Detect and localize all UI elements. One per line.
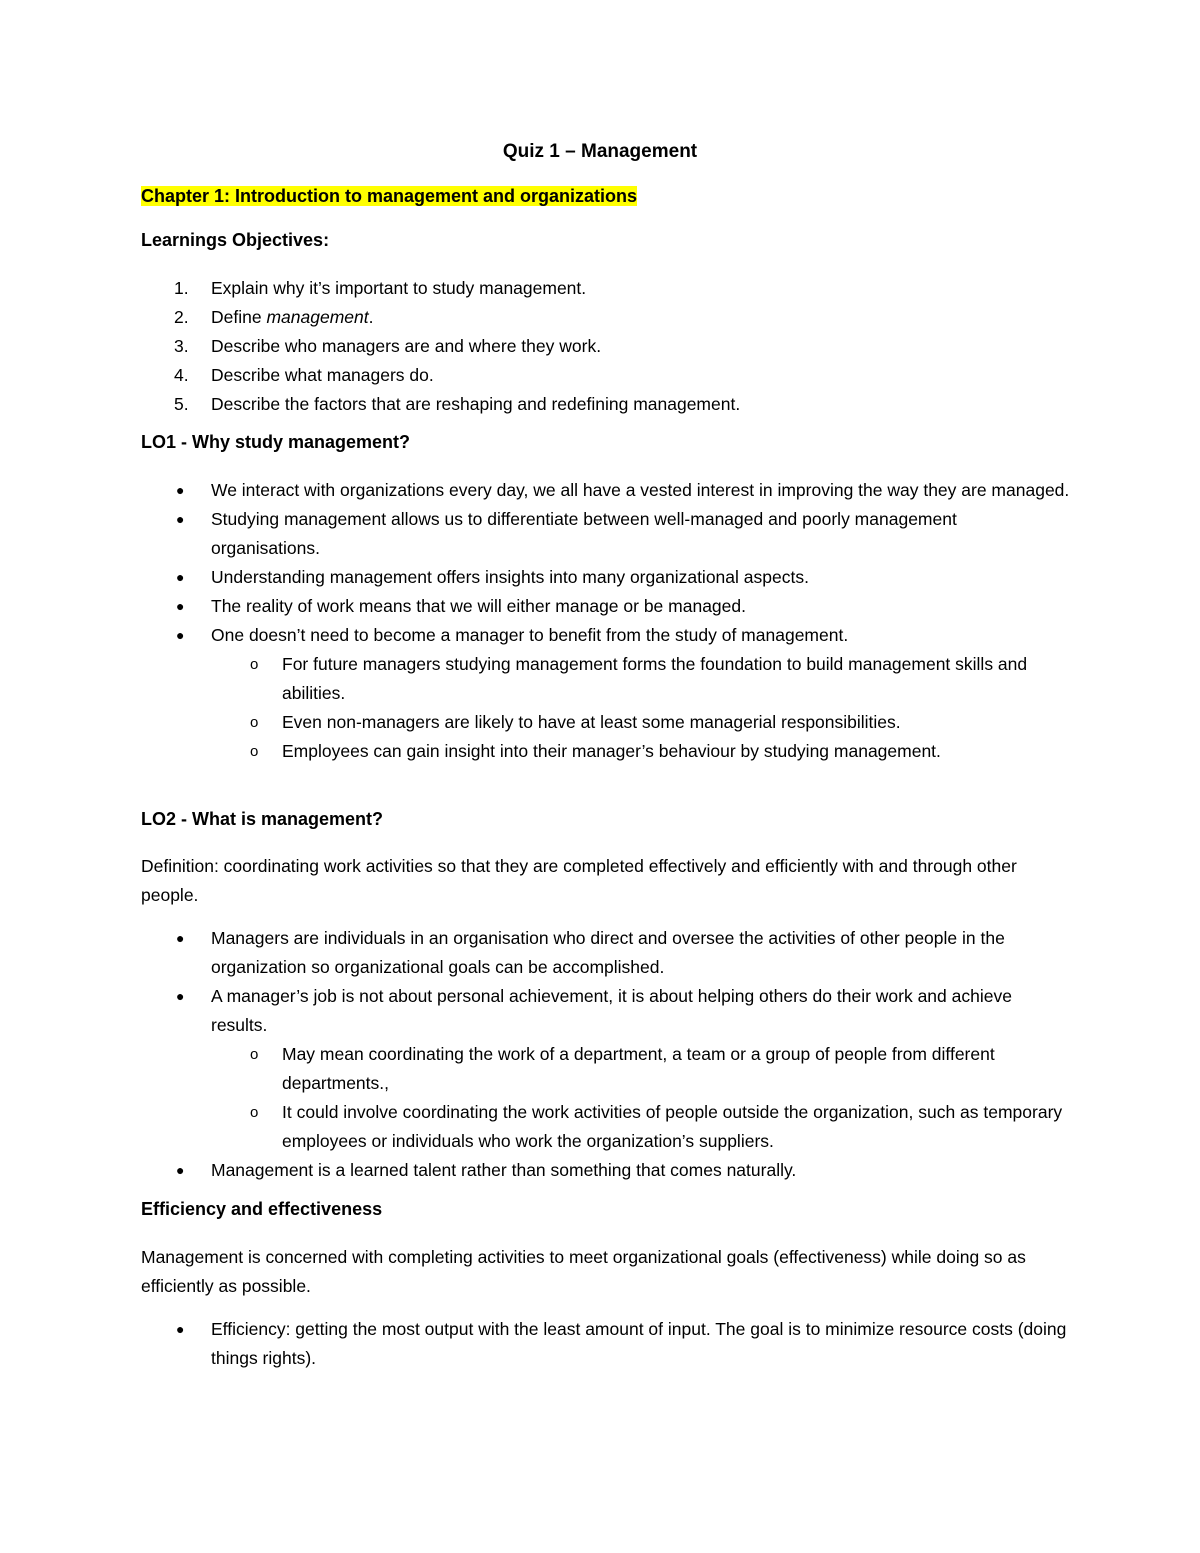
list-number: 4. — [174, 365, 189, 385]
lo2-heading: LO2 - What is management? — [141, 809, 384, 829]
list-item-text: One doesn’t need to become a manager to benefit from the study of management. — [211, 625, 849, 645]
efficiency-paragraph: Management is concerned with completing activities to meet organizational goals (effectiveness) while doing so as efficiently as possible. — [141, 1247, 1026, 1296]
bullet-icon: ● — [176, 569, 185, 585]
efficiency-heading: Efficiency and effectiveness — [141, 1199, 383, 1219]
list-item — [0, 505, 1200, 563]
list-item-text: Management is a learned talent rather than something that comes naturally. — [211, 1160, 797, 1180]
chapter-heading — [141, 186, 637, 207]
list-item-text: Employees can gain insight into their manager’s behaviour by studying management. — [282, 741, 941, 761]
bullet-icon: ● — [176, 1321, 185, 1337]
lo1-heading: LO1 - Why study management? — [141, 432, 411, 452]
bullet-icon: ● — [176, 598, 185, 614]
lo2-definition: Definition: coordinating work activities so that they are completed effectively and efficiently with and through other people. — [141, 856, 1017, 905]
list-item — [0, 592, 1200, 621]
emphasis-text: management — [266, 307, 369, 327]
list-item-text: Efficiency: getting the most output with the least amount of input. The goal is to minimize resource costs (doing things rights). — [211, 1319, 1067, 1368]
list-item — [0, 274, 1200, 303]
list-item — [0, 303, 1200, 332]
list-item — [0, 982, 1200, 1040]
list-item-text: Managers are individuals in an organisation who direct and oversee the activities of other people in the organization so organizational goals can be accomplished. — [211, 928, 1005, 977]
objectives-heading: Learnings Objectives: — [141, 230, 330, 250]
list-item-text: It could involve coordinating the work activities of people outside the organization, such as temporary employees or individuals who work the organization’s suppliers. — [282, 1102, 1063, 1151]
list-item — [0, 621, 1200, 650]
sub-bullet-icon: o — [250, 714, 259, 731]
list-item — [0, 361, 1200, 390]
efficiency-bullet-list — [0, 1315, 1200, 1373]
list-item-text: Define — [211, 307, 267, 327]
list-item — [0, 476, 1200, 505]
list-number: 5. — [174, 394, 189, 414]
list-number: 1. — [174, 278, 189, 298]
bullet-icon: ● — [176, 511, 185, 527]
sub-list-item — [0, 708, 1200, 737]
list-item-text: We interact with organizations every day, we all have a vested interest in improving the way they are managed. — [211, 480, 1070, 500]
lo2-bullet-list — [0, 924, 1200, 1185]
bullet-icon: ● — [176, 1162, 185, 1178]
list-item-text: A manager’s job is not about personal achievement, it is about helping others do their work and achieve results. — [211, 986, 1012, 1035]
sub-bullet-icon: o — [250, 1046, 259, 1063]
list-item-text: For future managers studying management forms the foundation to build management skills and abilities. — [282, 654, 1028, 703]
bullet-icon: ● — [176, 627, 185, 643]
bullet-icon: ● — [176, 482, 185, 498]
list-item-text: Describe the factors that are reshaping and redefining management. — [211, 394, 741, 414]
list-item — [0, 390, 1200, 419]
list-item — [0, 1315, 1200, 1373]
list-item — [0, 1156, 1200, 1185]
list-item — [0, 924, 1200, 982]
lo1-bullet-list — [0, 476, 1200, 766]
bullet-icon: ● — [176, 930, 185, 946]
sub-bullet-icon: o — [250, 1104, 259, 1121]
list-item-text: The reality of work means that we will either manage or be managed. — [211, 596, 746, 616]
list-item — [0, 563, 1200, 592]
objectives-list — [0, 274, 1200, 419]
sub-list-item — [0, 737, 1200, 766]
sub-list-item — [0, 1098, 1200, 1156]
list-item-text: Describe who managers are and where they work. — [211, 336, 602, 356]
list-item-text: . — [368, 307, 374, 327]
list-item-text: Studying management allows us to differentiate between well-managed and poorly management organisations. — [211, 509, 957, 558]
sub-list-item — [0, 1040, 1200, 1098]
list-item — [0, 332, 1200, 361]
sub-bullet-icon: o — [250, 743, 259, 760]
sub-bullet-icon: o — [250, 656, 259, 673]
list-number: 3. — [174, 336, 189, 356]
chapter-heading-highlight: Chapter 1: Introduction to management and organizations — [141, 186, 638, 206]
document-title: Quiz 1 – Management — [502, 141, 698, 162]
list-item-text: Understanding management offers insights into many organizational aspects. — [211, 567, 809, 587]
list-item-text: Describe what managers do. — [211, 365, 434, 385]
list-item-text: Even non-managers are likely to have at least some managerial responsibilities. — [282, 712, 901, 732]
bullet-icon: ● — [176, 988, 185, 1004]
list-item-text: Explain why it’s important to study management. — [211, 278, 587, 298]
sub-list-item — [0, 650, 1200, 708]
list-item-text: May mean coordinating the work of a department, a team or a group of people from different departments., — [282, 1044, 995, 1093]
list-number: 2. — [174, 307, 189, 327]
